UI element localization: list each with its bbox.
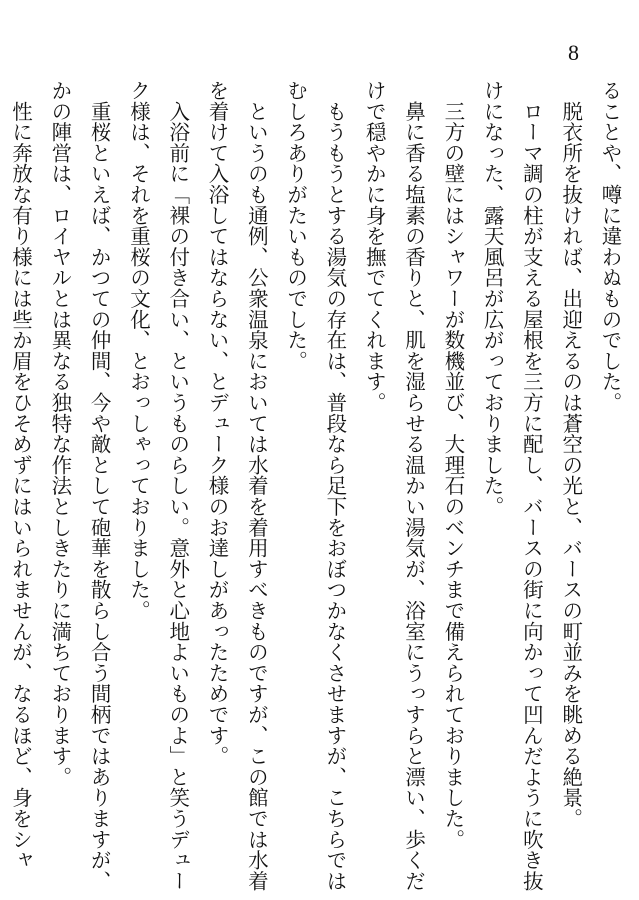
text-line: むしろありがたいものでした。: [283, 80, 308, 372]
text-line: もうもうとする湯気の存在は、普段なら足下をおぼつかなくさせますが、こちらでは: [322, 80, 347, 892]
page-number: 8: [568, 40, 579, 65]
text-line: ク様は、それを重桜の文化、とおっしゃっておりました。: [126, 80, 151, 621]
text-line: けになった、露天風呂が広がっておりました。: [480, 80, 505, 517]
text-line: 性に奔放な有り様には些か眉をひそめずにはいられませんが、なるほど、身をシャ: [8, 80, 33, 871]
text-line: ローマ調の柱が支える屋根を三方に配し、バースの街に向かって凹んだように吹き抜: [519, 80, 544, 892]
text-line: かの陣営は、ロイヤルとは異なる独特な作法としきたりに満ちております。: [47, 80, 72, 788]
text-line: 鼻に香る塩素の香りと、肌を湿らせる温かい湯気が、浴室にうっすらと漂い、歩くだ: [401, 80, 426, 892]
text-line: 入浴前に「裸の付き合い、というものらしい。意外と心地よいものよ」と笑うデュー: [165, 80, 190, 892]
text-line: というのも通例、公衆温泉においては水着を着用すべきものですが、この館では水着: [244, 80, 269, 892]
text-line: 三方の壁にはシャワーが数機並び、大理石のベンチまで備えられておりました。: [440, 80, 465, 850]
text-line: 脱衣所を抜ければ、出迎えるのは蒼空の光と、バースの町並みを眺める絶景。: [558, 80, 583, 829]
body-text: [0, 80, 639, 892]
text-line: を着けて入浴してはならない、とデューク様のお達しがあったためです。: [205, 80, 230, 767]
text-line: ることや、噂に違わぬものでした。: [598, 80, 622, 413]
text-line: 重桜といえば、かつての仲間、今や敵として砲華を散らし合う間柄ではありますが、: [87, 80, 112, 892]
text-line: けで穏やかに身を撫でてくれます。: [362, 80, 387, 413]
